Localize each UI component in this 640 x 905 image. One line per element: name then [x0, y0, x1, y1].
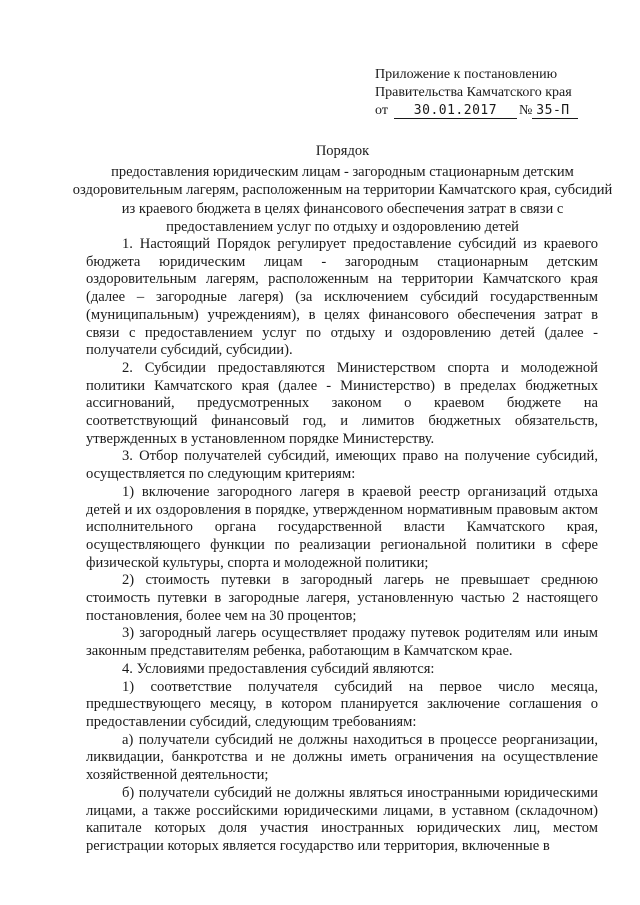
date-label: от — [375, 103, 388, 118]
document-title — [70, 142, 615, 237]
title-subtitle: предоставления юридическим лицам - загородным стационарным детским оздоровительным лагерям, расположенным на территории Камчатского края, субсидий из краевого бюджета в целях финансового обеспечения затрат в связи с предоставлением услуг по отдыху и оздоровлению детей — [72, 163, 613, 235]
paragraph-3-item-3: 3) загородный лагерь осуществляет продажу путевок родителям или иным законным представителям ребенка, работающим в Камчатском крае. — [86, 625, 598, 660]
number-label: № — [518, 103, 533, 118]
paragraph-4-item-1b: б) получатели субсидий не должны являться иностранными юридическими лицами, а также российскими юридическими лицами, в уставном (складочном) капитале которых доля участия иностранных юридических лиц, местом регистрации которых является государство или территория, включенные в — [86, 784, 598, 854]
appendix-line-1: Приложение к постановлению — [375, 67, 558, 82]
title-main: Порядок — [315, 143, 370, 159]
handwritten-number: 35-П — [532, 104, 578, 119]
appendix-line-2: Правительства Камчатского края — [375, 85, 572, 100]
appendix-block — [375, 66, 615, 120]
paragraph-4-item-1: 1) соответствие получателя субсидий на первое число месяца, предшествующего месяцу, в котором планируется заключение соглашения о предоставлении субсидий, следующим требованиям: — [86, 678, 598, 730]
appendix-date-row — [375, 102, 615, 120]
paragraph-2: 2. Субсидии предоставляются Министерством спорта и молодежной политики Камчатского края (далее - Министерство) в пределах бюджетных ассигнований, предусмотренных законом о краевом бюджете на соответствующий финансовый год, и лимитов бюджетных обязательств, утвержденных в установленном порядке Министерству. — [86, 359, 598, 447]
paragraph-3: 3. Отбор получателей субсидий, имеющих право на получение субсидий, осуществляется по следующим критериям: — [86, 448, 598, 483]
paragraph-4-item-1a: а) получатели субсидий не должны находиться в процессе реорганизации, ликвидации, банкротства и не должны иметь ограничения на осуществление хозяйственной деятельности; — [86, 731, 598, 784]
paragraph-3-item-1: 1) включение загородного лагеря в краевой реестр организаций отдыха детей и их оздоровления в порядке, утвержденном нормативным правовым актом исполнительного органа государственной власти Камчатского края, осуществляющего функции по реализации региональной политики в сфере физической культуры, спорта и молодежной политики; — [86, 483, 598, 571]
document-body — [86, 236, 598, 856]
paragraph-3-item-2: 2) стоимость путевки в загородный лагерь не превышает среднюю стоимость путевки в загородные лагеря, установленную частью 2 настоящего постановления, более чем на 30 процентов; — [86, 572, 598, 624]
paragraph-1: 1. Настоящий Порядок регулирует предоставление субсидий из краевого бюджета юридическим лицам - загородным стационарным детским оздоровительным лагерям, расположенным на территории Камчатского края (далее – загородные лагеря) (за исключением субсидий государственным (муниципальным) учреждениям), в целях финансового обеспечения затрат в связи с предоставлением услуг по отдыху и оздоровлению детей (далее - получатели субсидий, субсидии). — [86, 236, 598, 359]
handwritten-date: 30.01.2017 — [394, 104, 517, 119]
paragraph-4: 4. Условиями предоставления субсидий являются: — [122, 660, 435, 677]
